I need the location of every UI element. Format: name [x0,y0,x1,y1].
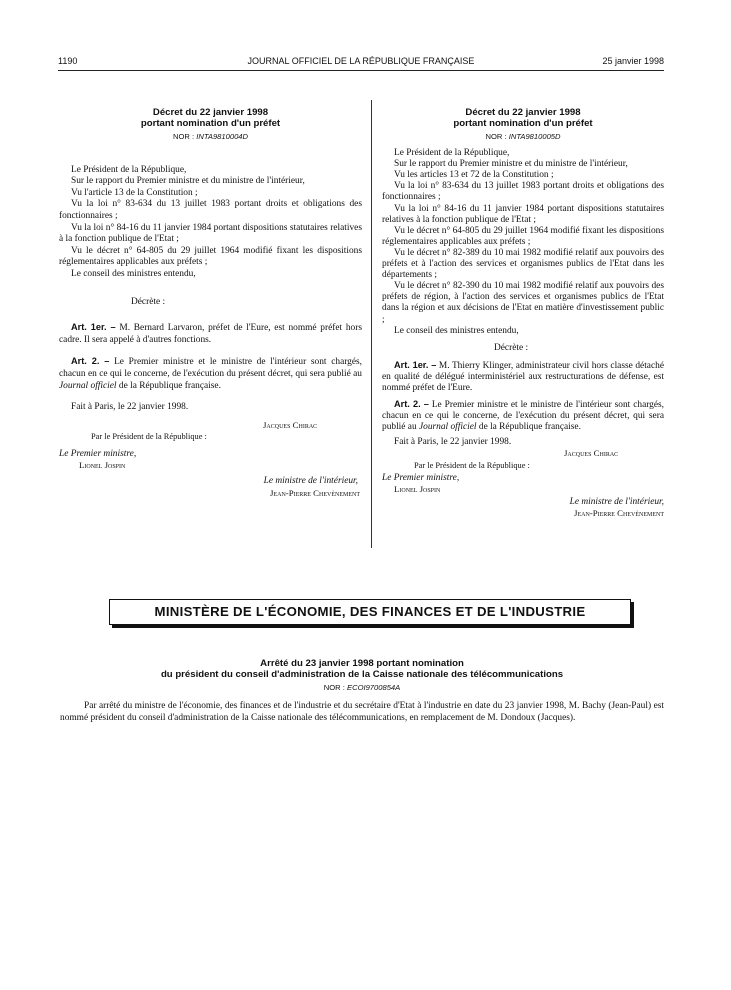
nor-code: INTA9810004D [196,132,248,141]
paragraph: Vu la loi n° 84-16 du 11 janvier 1984 portant dispositions statutaires relatives à la fonction publique de l'Etat ; [59,222,362,245]
left-decree [59,107,362,499]
arrete-section [60,658,664,724]
nor-reference [382,131,664,142]
paragraph: Le Président de la République, [394,148,510,159]
paragraph: Sur le rapport du Premier ministre et du ministre de l'intérieur, [394,159,628,170]
journal-name: Journal officiel [418,422,477,433]
paragraph: Le conseil des ministres entendu, [71,268,196,279]
paragraph: Vu la loi n° 83-634 du 13 juillet 1983 portant droits et obligations des fonctionnaires ; [382,181,664,203]
paragraph: Vu le décret n° 64-805 du 29 juillet 1964 modifié fixant les dispositions réglementaires applicables aux préfets ; [382,225,664,247]
fait-a-paris: Fait à Paris, le 22 janvier 1998. [394,437,512,448]
nor-label: NOR : [172,132,195,141]
paragraph: Vu le décret n° 64-805 du 29 juillet 1964 modifié fixant les dispositions réglementaires applicables aux préfets ; [59,245,362,268]
pm-title: Le Premier ministre, [59,448,137,459]
article-2 [59,356,362,392]
decree-subtitle: portant nomination d'un préfet [140,118,281,129]
paragraph: Vu la loi n° 83-634 du 13 juillet 1983 portant droits et obligations des fonctionnaires ; [59,199,362,221]
right-decree [382,107,664,519]
column-divider [371,100,372,548]
paragraph: Vu le décret n° 82-389 du 10 mai 1982 modifié relatif aux pouvoirs des préfets et à l'action des services et organismes publics de l'Etat dans les départements ; [382,247,664,281]
decrete-heading: Décrète : [494,342,529,353]
paragraph: Vu les articles 13 et 72 de la Constitution ; [394,170,554,181]
paragraph: Sur le rapport du Premier ministre et du ministre de l'intérieur, [71,176,305,187]
arrete-subtitle: du président du conseil d'administration de la Caisse nationale des télécommunications [160,669,564,680]
article-2 [382,399,664,433]
article-text: de la République française. [478,422,581,433]
minister-name: Jean-Pierre Chevènement [270,487,360,498]
pm-name: Lionel Jospin [79,460,126,471]
par-le-president: Par le Président de la République : [414,460,530,470]
article-text: Le Premier ministre et le ministre de l'intérieur sont chargés, chacun en ce qui le concerne, de l'exécution du présent décret, qui sera publié au [382,400,665,433]
page-number: 1190 [58,56,78,66]
decree-subtitle: portant nomination d'un préfet [453,118,593,129]
paragraph: Vu l'article 13 de la Constitution ; [71,187,198,198]
par-le-president: Par le Président de la République : [91,432,207,442]
article-label: Art. 1er. – [394,359,437,370]
article-1 [59,322,362,346]
paragraph: Le conseil des ministres entendu, [394,325,519,336]
minister-name: Jean-Pierre Chevènement [574,507,664,518]
minister-title: Le ministre de l'intérieur, [569,496,664,507]
article-text: de la République française. [118,380,221,391]
nor-code: ECOI9700854A [347,683,401,692]
running-header [58,56,664,68]
article-label: Art. 2. – [71,356,110,367]
header-rule [58,70,664,71]
nor-label: NOR : [323,683,345,692]
article-label: Art. 2. – [394,399,429,410]
article-1 [382,360,664,394]
article-text: Le Premier ministre et le ministre de l'intérieur sont chargés, chacun en ce qui le concerne, de l'exécution du présent décret, qui sera publié au [59,357,363,379]
nor-reference [60,682,664,693]
paragraph: Vu le décret n° 82-390 du 10 mai 1982 modifié relatif aux pouvoirs des préfets de région, à l'action des services et organismes publics de l'Etat dans la région et aux décisions de l'Etat en matière d'investissement public ; [382,281,664,325]
paragraph: Le Président de la République, [71,164,187,175]
fait-a-paris: Fait à Paris, le 22 janvier 1998. [71,402,189,413]
journal-name: Journal officiel [59,380,117,391]
nor-label: NOR : [485,132,507,141]
decree-title: Décret du 22 janvier 1998 [465,107,581,118]
paragraph: Vu la loi n° 84-16 du 11 janvier 1984 portant dispositions statutaires relatives à la fonction publique de l'Etat ; [382,203,664,225]
article-label: Art. 1er. – [71,322,116,333]
ministry-heading-box: MINISTÈRE DE L'ÉCONOMIE, DES FINANCES ET DE L'INDUSTRIE [109,599,631,625]
arrete-body: Par arrêté du ministre de l'économie, des finances et de l'industrie et du secrétaire d'Etat à l'industrie en date du 23 janvier 1998, M. Bachy (Jean-Paul) est nommé président du conseil d'administration de la Caisse nationale des télécommunications, en remplacement de M. Dondoux (Jacques). [60,701,664,723]
signatory: Jacques Chirac [263,419,318,430]
pm-title: Le Premier ministre, [382,472,460,483]
decree-title: Décret du 22 janvier 1998 [152,107,269,118]
arrete-title: Arrêté du 23 janvier 1998 portant nomination [260,658,464,669]
minister-title: Le ministre de l'intérieur, [263,476,358,487]
article-text: M. Bernard Larvaron, préfet de l'Eure, est nommé préfet hors cadre. Il sera appelé à d'autres fonctions. [59,323,363,345]
pm-name: Lionel Jospin [394,483,441,494]
signatory: Jacques Chirac [564,448,619,459]
article-text: M. Thierry Klinger, administrateur civil hors classe détaché en qualité de délégué interministériel aux restructurations de défense, est nommé préfet de l'Eure. [382,360,664,393]
nor-reference [59,131,362,143]
journal-title: JOURNAL OFFICIEL DE LA RÉPUBLIQUE FRANÇAISE [247,56,475,66]
decrete-heading: Décrète : [131,296,166,307]
nor-code: INTA9810005D [508,132,561,141]
issue-date: 25 janvier 1998 [602,56,664,66]
